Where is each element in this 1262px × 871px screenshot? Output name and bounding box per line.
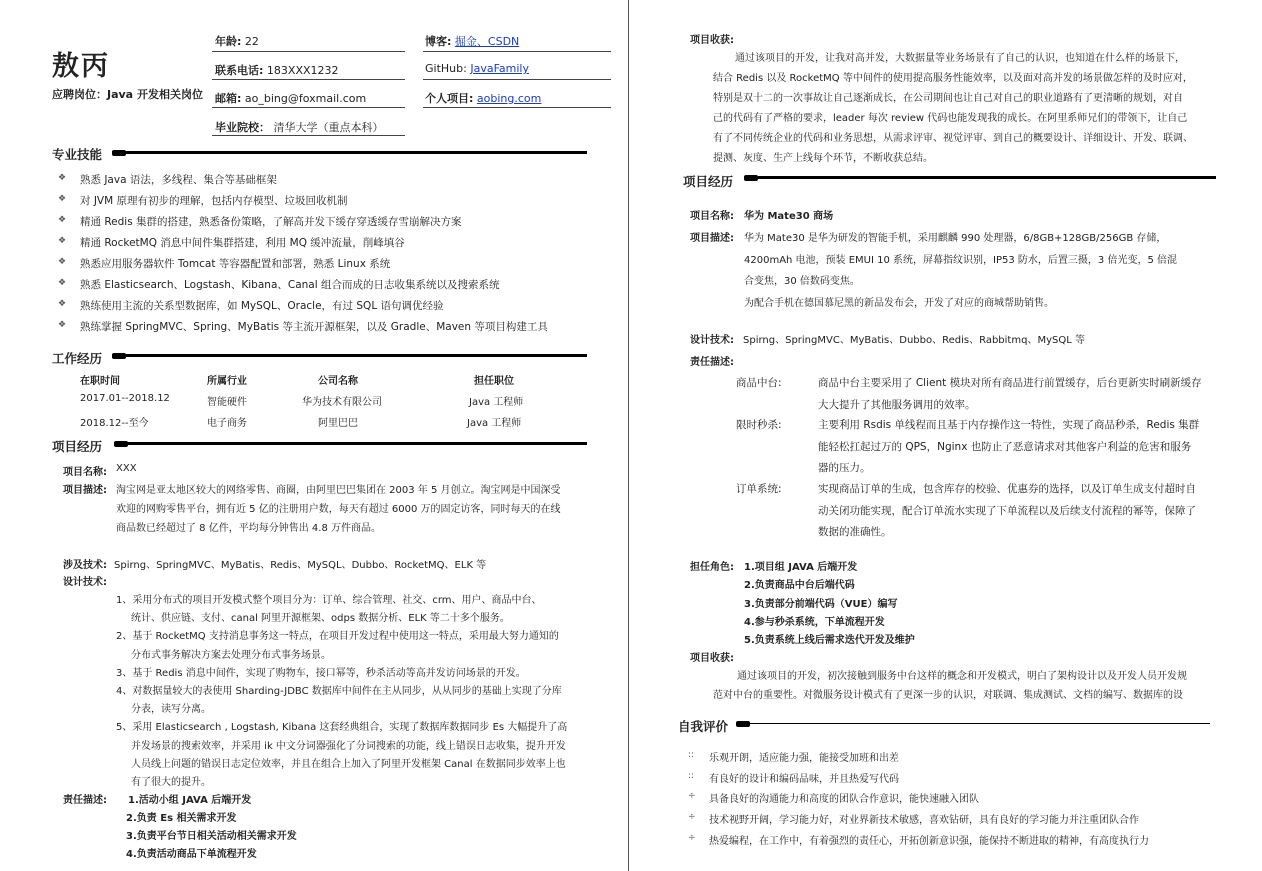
work-cell: 华为技术有限公司 bbox=[302, 397, 382, 408]
blog-info bbox=[425, 33, 519, 49]
p1-design-line: 统计、供应链、支付、canal 阿里开源框架、odps 数据分析、ELK 等二十多个服务。 bbox=[131, 613, 510, 625]
divider bbox=[212, 107, 405, 108]
bullet-icon: ❖ bbox=[58, 320, 67, 330]
skill-item: 精通 RocketMQ 消息中间件集群搭建，利用 MQ 缓冲流量，削峰填谷 bbox=[80, 237, 405, 249]
p2-tech-label: 设计技术: bbox=[690, 335, 734, 346]
bullet-icon: ❖ bbox=[58, 173, 67, 183]
school-info bbox=[215, 119, 384, 135]
github-link[interactable]: JavaFamily bbox=[470, 62, 529, 75]
module-line: 实现商品订单的生成，包含库存的校验、优惠券的选择，以及订单生成支付超时自 bbox=[818, 483, 1196, 495]
p1-desc-label: 项目描述: bbox=[63, 485, 107, 496]
p1-name-label: 项目名称: bbox=[63, 467, 107, 478]
resume-page-left bbox=[0, 0, 628, 871]
phone-info bbox=[215, 62, 339, 78]
module-line: 器的压力。 bbox=[818, 462, 871, 474]
work-title: 工作经历 bbox=[52, 351, 103, 366]
p1-design-line: 3、基于 Redis 消息中间件，实现了购物车，接口幂等，秒杀活动等高并发访问场景的开发。 bbox=[116, 667, 526, 679]
p1-resp-line: 2.负责 Es 相关需求开发 bbox=[126, 813, 237, 824]
work-cell: Java 工程师 bbox=[469, 397, 524, 408]
bullet-icon: ÷ bbox=[688, 832, 696, 843]
module-line: 大大提升了其他服务调用的效率。 bbox=[818, 398, 976, 411]
skill-item: 熟悉 Java 语法，多线程、集合等基础框架 bbox=[80, 174, 277, 186]
blog-link[interactable]: 掘金、CSDN bbox=[454, 35, 520, 48]
p1-desc-line: 淘宝网是亚太地区较大的网络零售、商圈，由阿里巴巴集团在 2003 年 5 月创立。淘宝网是中国深受 bbox=[116, 485, 561, 496]
apply-position bbox=[52, 86, 203, 102]
bullet-icon: ❖ bbox=[58, 236, 67, 246]
p2-resp-label: 责任描述: bbox=[690, 357, 734, 368]
top-gain-line: 己的代码有了严格的要求，leader 每次 review 代码也能发现我的成长。在阿里系师兄们的带领下，让自己 bbox=[713, 113, 1188, 124]
p1-resp-line: 3.负责平台节日相关活动相关需求开发 bbox=[126, 831, 297, 842]
p1-design-line: 4、对数据量较大的表使用 Sharding-JDBC 数据库中间件在主从同步，从从同步的基础上实现了分库 bbox=[116, 686, 562, 697]
p2-role-label: 担任角色: bbox=[690, 562, 734, 573]
section-rule bbox=[112, 151, 587, 154]
work-header: 担任职位 bbox=[474, 376, 514, 387]
phone-value: 183XXX1232 bbox=[266, 64, 339, 77]
p2-gain-line: 通过该项目的开发，初次接触到服务中台这样的概念和开发模式，明白了架构设计以及开发人员开发规 bbox=[737, 671, 1187, 682]
bullet-icon: ❖ bbox=[58, 215, 67, 225]
work-cell: 2017.01--2018.12 bbox=[80, 393, 170, 404]
age-value: 22 bbox=[244, 35, 259, 48]
work-cell: 阿里巴巴 bbox=[318, 418, 358, 429]
p1-desc-line: 欢迎的网购零售平台，拥有近 5 亿的注册用户数，每天有超过 6000 万的固定访客，同时每天的在线 bbox=[116, 504, 561, 515]
module-name: 订单系统: bbox=[736, 483, 782, 495]
module-name: 限时秒杀: bbox=[736, 419, 782, 431]
top-gain-line: 特别是双十二的一次事故让自己逐渐成长，在公司期间也让自己对自己的职业道路有了更清晰的规划，对自 bbox=[713, 93, 1183, 104]
evaluation-item: 有良好的设计和编码品味，并且热爱写代码 bbox=[709, 773, 899, 785]
divider bbox=[423, 51, 611, 52]
school-value: 清华大学（重点本科） bbox=[273, 121, 384, 134]
work-cell: Java 工程师 bbox=[467, 418, 522, 429]
skill-item: 熟悉应用服务器软件 Tomcat 等容器配置和部署，熟悉 Linux 系统 bbox=[80, 258, 391, 270]
evaluation-item: 技术视野开阔，学习能力好，对业界新技术敏感，喜欢钻研，具有良好的学习能力并注重团队合作 bbox=[709, 815, 1139, 827]
p1-design-label: 设计技术: bbox=[63, 577, 107, 588]
p2-gain-line: 范对中台的重要性。对微服务设计模式有了更深一步的认识，对联调、集成测试、文档的编写、数据库的设 bbox=[713, 690, 1183, 701]
candidate-name: 敖丙 bbox=[52, 51, 110, 82]
evaluation-item: 乐观开朗，适应能力强，能接受加班和出差 bbox=[709, 753, 899, 764]
skill-item: 精通 Redis 集群的搭建，熟悉备份策略，了解高并发下缓存穿透缓存雪崩解决方案 bbox=[80, 216, 462, 228]
p1-design-line: 2、基于 RocketMQ 支持消息事务这一特点，在项目开发过程中使用这一特点，采用最大努力通知的 bbox=[116, 631, 559, 643]
p1-design-line: 1、采用分布式的项目开发模式整个项目分为：订单、综合管理、社交、crm、用户、商品中台、 bbox=[116, 595, 542, 606]
bullet-icon: ❖ bbox=[58, 257, 67, 267]
skill-item: 熟练使用主流的关系型数据库，如 MySQL、Oracle，有过 SQL 语句调优经验 bbox=[80, 300, 444, 312]
p2-desc-line: 为配合手机在德国慕尼黑的新品发布会，开发了对应的商城帮助销售。 bbox=[744, 297, 1054, 309]
work-cell: 智能硬件 bbox=[207, 397, 247, 408]
evaluation-item: 具备良好的沟通能力和高度的团队合作意识，能快速融入团队 bbox=[709, 794, 979, 806]
p1-design-line: 有了很大的提升。 bbox=[131, 777, 211, 788]
section-rule bbox=[112, 354, 587, 357]
p1-desc-line: 商品数已经超过了 8 亿件，平均每分钟售出 4.8 万件商品。 bbox=[116, 523, 381, 534]
section-rule bbox=[744, 176, 1216, 179]
email-info bbox=[215, 90, 366, 106]
divider bbox=[423, 107, 611, 108]
p2-desc-line: 4200mAh 电池，预装 EMUI 10 系统，屏幕指纹识别，IP53 防水，后置三摄，3 倍光变，5 倍混 bbox=[744, 254, 1177, 266]
p2-role-line: 1.项目组 JAVA 后端开发 bbox=[744, 562, 858, 573]
skill-item: 熟练掌握 SpringMVC、Spring、MyBatis 等主流开源框架，以及 Gradle、Maven 等项目构建工具 bbox=[80, 321, 548, 333]
p1-tech-label: 涉及技术: bbox=[63, 560, 107, 571]
bullet-icon: ÷ bbox=[688, 812, 696, 823]
divider bbox=[212, 135, 405, 136]
top-gain-line: 通过该项目的开发，让我对高并发，大数据量等业务场景有了自己的认识，也知道在什么样的场景下， bbox=[735, 53, 1185, 64]
divider bbox=[212, 79, 405, 80]
skills-title: 专业技能 bbox=[52, 147, 103, 162]
skill-item: 熟悉 Elasticsearch、Logstash、Kibana、Canal 组合而成的日志收集系统以及搜索系统 bbox=[80, 279, 500, 291]
p1-resp-line: 4.负责活动商品下单流程开发 bbox=[126, 849, 257, 860]
project-info bbox=[425, 90, 541, 106]
p2-tech-value: Spirng、SpringMVC、MyBatis、Dubbo、Redis、Rabbitmq、MySQL 等 bbox=[743, 335, 1085, 346]
bullet-icon: ❖ bbox=[58, 278, 67, 288]
apply-label: 应聘岗位： bbox=[52, 88, 107, 101]
p1-design-line: 并发场景的搜索效率，并采用 ik 中文分词器强化了分词搜索的功能，线上错误日志收集，提升开发 bbox=[131, 740, 566, 752]
evaluation-title: 自我评价 bbox=[678, 719, 729, 734]
bullet-icon: ❖ bbox=[58, 299, 67, 309]
section-rule bbox=[736, 723, 1210, 724]
p1-name-value: XXX bbox=[116, 463, 137, 474]
section-rule bbox=[114, 442, 587, 445]
work-cell: 电子商务 bbox=[207, 418, 247, 429]
divider bbox=[212, 51, 405, 52]
p1-resp-label: 责任描述: bbox=[63, 795, 107, 806]
p1-design-line: 分表，读写分离。 bbox=[131, 704, 211, 716]
p1-tech-value: Spirng、SpringMVC、MyBatis、Redis、MySQL、Dubbo、RocketMQ、ELK 等 bbox=[114, 560, 487, 571]
p1-design-line: 分布式事务解决方案去处理分布式事务场景。 bbox=[131, 649, 331, 661]
p1-design-line: 5、采用 Elasticsearch , Logstash, Kibana 这套经典组合，实现了数据库数据同步 Es 大幅提升了高 bbox=[116, 722, 568, 734]
blog-label: 博客: bbox=[425, 35, 452, 48]
module-line: 数据的准确性。 bbox=[818, 526, 892, 538]
evaluation-item: 热爱编程，在工作中，有着强烈的责任心，开拓创新意识强，能保持不断进取的精神，有高度执行力 bbox=[709, 835, 1149, 847]
module-line: 动关闭功能实现，配合订单流水实现了下单流程以及后续支付流程的幂等，保障了 bbox=[818, 504, 1196, 517]
bullet-icon: ÷ bbox=[688, 791, 696, 802]
github-info bbox=[425, 62, 529, 75]
work-header: 所属行业 bbox=[207, 376, 247, 387]
p2-name-value: 华为 Mate30 商场 bbox=[744, 211, 834, 222]
bullet-icon: ❖ bbox=[58, 194, 67, 204]
work-header: 在职时间 bbox=[80, 376, 120, 387]
bullet-icon: :: bbox=[688, 750, 695, 760]
p2-role-line: 3.负责部分前端代码（VUE）编写 bbox=[744, 598, 898, 610]
section-marker bbox=[736, 721, 750, 727]
phone-label: 联系电话: bbox=[215, 64, 264, 77]
top-gain-line: 有了不同传统企业的代码和业务思想，从需求评审、视觉评审、到自己的概要设计、详细设计、开发、联调、 bbox=[713, 133, 1193, 144]
project-label: 个人项目: bbox=[425, 92, 474, 105]
module-line: 主要利用 Rsdis 单线程而且基于内存操作这一特性，实现了商品秒杀，Redis 集群 bbox=[818, 419, 1200, 431]
p2-gain-label: 项目收获: bbox=[690, 653, 734, 664]
top-gain-line: 结合 Redis 以及 RocketMQ 等中间件的使用提高服务性能效率，以及面对高并发的场景做怎样的及时应对， bbox=[713, 73, 1193, 84]
apply-value: Java 开发相关岗位 bbox=[107, 88, 203, 101]
p2-role-line: 2.负责商品中台后端代码 bbox=[744, 580, 855, 592]
p1-resp-line: 1.活动小组 JAVA 后端开发 bbox=[128, 795, 252, 806]
project1-title: 项目经历 bbox=[52, 439, 103, 454]
p2-desc-label: 项目描述: bbox=[690, 233, 734, 244]
p2-name-label: 项目名称: bbox=[690, 211, 734, 222]
module-line: 商品中台主要采用了 Client 模块对所有商品进行前置缓存，后台更新实时刷新缓存 bbox=[818, 377, 1202, 389]
p2-role-line: 4.参与秒杀系统，下单流程开发 bbox=[744, 616, 885, 628]
module-name: 商品中台: bbox=[736, 377, 782, 389]
p2-desc-line: 华为 Mate30 是华为研发的智能手机，采用麒麟 990 处理器，6/8GB+128GB/256GB 存储， bbox=[744, 233, 1167, 244]
github-label: GitHub: bbox=[425, 62, 467, 75]
module-line: 能轻松扛起过万的 QPS，Nginx 也防止了恶意请求对其他客户利益的危害和服务 bbox=[818, 440, 1192, 453]
email-value: ao_bing@foxmail.com bbox=[244, 92, 367, 105]
p2-desc-line: 合变焦，30 倍数码变焦。 bbox=[744, 276, 860, 287]
project2-title: 项目经历 bbox=[683, 174, 734, 189]
skill-item: 对 JVM 原理有初步的理解，包括内存模型、垃圾回收机制 bbox=[80, 195, 348, 207]
school-label: 毕业院校： bbox=[215, 121, 270, 134]
email-label: 邮箱: bbox=[215, 92, 242, 105]
work-header: 公司名称 bbox=[318, 376, 358, 387]
top-gain-line: 提测、灰度、生产上线每个环节，不断收获总结。 bbox=[713, 153, 933, 164]
divider bbox=[423, 79, 611, 80]
age-label: 年龄: bbox=[215, 35, 242, 48]
top-gain-label: 项目收获: bbox=[690, 35, 734, 46]
p2-role-line: 5.负责系统上线后需求迭代开发及维护 bbox=[744, 635, 915, 647]
p1-design-line: 人员线上问题的错误日志定位效率，并且在组合上加入了阿里开发框架 Canal 在数据同步效率上也 bbox=[131, 758, 566, 770]
bullet-icon: :: bbox=[688, 770, 695, 781]
project-link[interactable]: aobing.com bbox=[476, 92, 542, 105]
age-info bbox=[215, 33, 259, 49]
work-cell: 2018.12--至今 bbox=[80, 418, 149, 429]
